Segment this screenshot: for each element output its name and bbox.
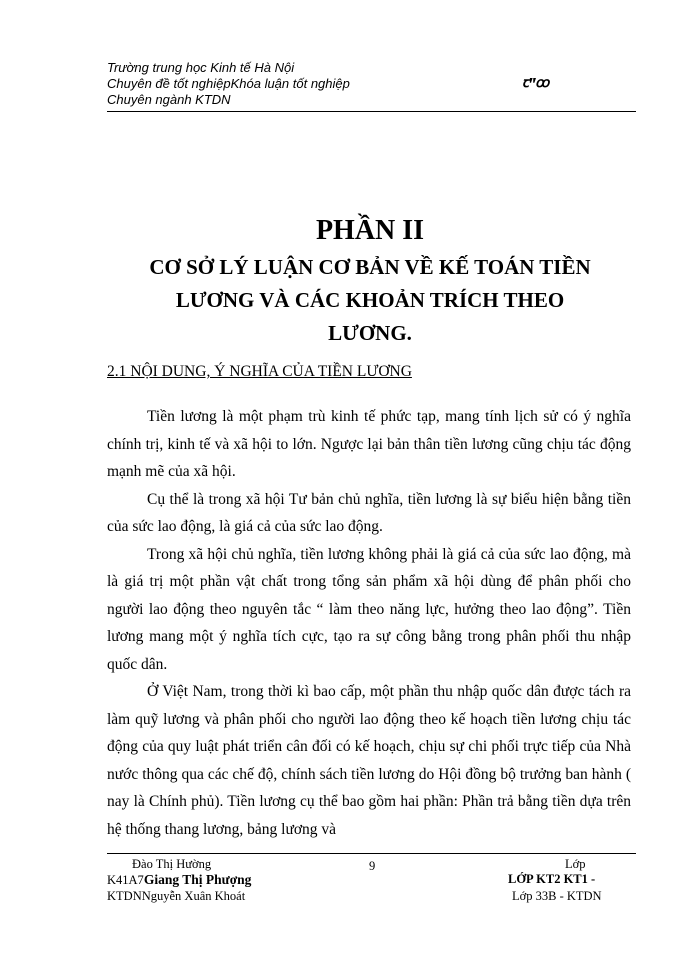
- footer-student-name: Giang Thị Phượng: [143, 872, 252, 887]
- footer-class-info: Lớp 33B - KTDN: [512, 889, 602, 903]
- header-logo-icon: ꞇꞌꞌꝏ: [522, 76, 549, 91]
- chapter-heading-line: LƯƠNG VÀ CÁC KHOẢN TRÍCH THEO: [175, 288, 565, 312]
- footer-supervisor: [107, 889, 245, 904]
- chapter-heading-line: LƯƠNG.: [328, 321, 412, 345]
- paragraph: Trong xã hội chủ nghĩa, tiền lương không phải là giá cả của sức lao động, mà là giá trị một phần vật chất trong tổng sản phẩm xã hội dùng để phân phối cho người lao động theo nguyên tắc “ làm theo năng lực, hưởng theo lao động”. Tiền lương mang một ý nghĩa tích cực, tạo ra sự công bằng trong phân phối thu nhập quốc dân.: [107, 545, 631, 673]
- header-school: Trường trung học Kinh tế Hà Nội: [107, 60, 295, 75]
- header-divider: [107, 111, 636, 112]
- chapter-title-block: [100, 215, 640, 350]
- paragraph: Cụ thể là trong xã hội Tư bản chủ nghĩa, tiền lương là sự biểu hiện bằng tiền của sức lao động, là giá cả của sức lao động.: [107, 490, 631, 535]
- footer-supervisor-name: Nguyễn Xuân Khoát: [141, 889, 246, 903]
- body-text: [107, 403, 631, 843]
- footer-divider: [107, 853, 636, 854]
- footer-class-left: [107, 872, 251, 888]
- footer-class-code: K41A7: [107, 873, 144, 887]
- footer-class-label: Lớp: [565, 857, 586, 871]
- section-heading: 2.1 NỘI DUNG, Ý NGHĨA CỦA TIỀN LƯƠNG: [107, 363, 412, 380]
- footer-author: Đào Thị Hường: [132, 857, 212, 871]
- footer-major-code: KTDN: [107, 889, 142, 903]
- header-thesis-type: Chuyên đề tốt nghiệpKhóa luận tốt nghiệp: [107, 76, 350, 91]
- paragraph: Tiền lương là một phạm trù kinh tế phức tạp, mang tính lịch sử có ý nghĩa chính trị, kinh tế và xã hội to lớn. Ngược lại bản thân tiền lương cũng chịu tác động mạnh mẽ của xã hội.: [107, 408, 631, 480]
- footer-class-name: LỚP KT2 KT1 -: [508, 872, 596, 886]
- chapter-heading: [100, 251, 640, 350]
- page-number: 9: [369, 859, 376, 873]
- running-header: [107, 60, 537, 108]
- part-title: PHẦN II: [315, 215, 425, 246]
- header-major: Chuyên ngành KTDN: [107, 92, 231, 107]
- paragraph: Ở Việt Nam, trong thời kì bao cấp, một phần thu nhập quốc dân được tách ra làm quỹ lương và phân phối cho người lao động theo kế hoạch tiền lương chịu tác động của quy luật phát triển cân đối có kế hoạch, chịu sự chi phối trực tiếp của Nhà nước thông qua các chế độ, chính sách tiền lương do Hội đồng bộ trưởng ban hành ( nay là Chính phủ). Tiền lương cụ thể bao gồm hai phần: Phần trả bằng tiền dựa trên hệ thống thang lương, bảng lương và: [107, 683, 631, 838]
- chapter-heading-line: CƠ SỞ LÝ LUẬN CƠ BẢN VỀ KẾ TOÁN TIỀN: [149, 255, 591, 279]
